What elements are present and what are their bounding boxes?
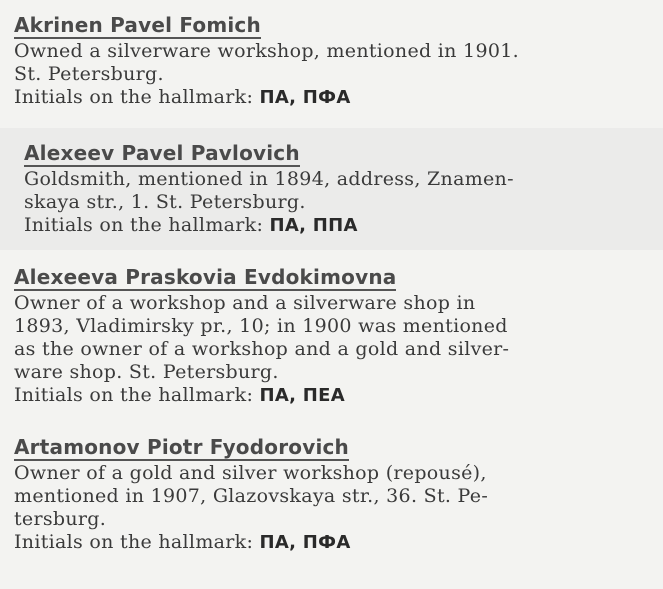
- initials-line: [14, 531, 640, 554]
- initials-codes: ПА, ППА: [269, 215, 358, 236]
- initials-codes: ПА, ПФА: [259, 532, 351, 553]
- initials-codes: ПА, ПЕА: [259, 385, 345, 406]
- entry-alexeeva: [0, 266, 663, 407]
- entry-text-line: Goldsmith, mentioned in 1894, address, Znamen-: [24, 168, 514, 190]
- initials-codes: ПА, ПФА: [259, 87, 351, 108]
- entry-name: Artamonov Piotr Fyodorovich: [14, 435, 349, 459]
- entry-text-line: ware shop. St. Petersburg.: [14, 361, 279, 383]
- initials-label: Initials on the hallmark:: [14, 384, 254, 406]
- initials-label: Initials on the hallmark:: [24, 214, 264, 236]
- entry-text-line: Owner of a workshop and a silverware shop in: [14, 292, 476, 314]
- initials-label: Initials on the hallmark:: [14, 531, 254, 553]
- entry-artamonov: [0, 436, 663, 554]
- entry-text-line: tersburg.: [14, 508, 107, 530]
- entry-text-line: St. Petersburg.: [14, 63, 164, 85]
- entry-name: Alexeev Pavel Pavlovich: [24, 141, 300, 165]
- entry-text-line: Owned a silverware workshop, mentioned in 1901.: [14, 40, 519, 62]
- entry-akrinen: [0, 14, 663, 109]
- initials-line: [14, 384, 640, 407]
- entry-name: Alexeeva Praskovia Evdokimovna: [14, 265, 397, 289]
- entry-text-line: as the owner of a workshop and a gold and silver-: [14, 338, 510, 360]
- entry-alexeev: [0, 128, 663, 250]
- initials-line: [24, 214, 644, 237]
- initials-label: Initials on the hallmark:: [14, 86, 254, 108]
- entry-name: Akrinen Pavel Fomich: [14, 13, 261, 37]
- entry-text-line: skaya str., 1. St. Petersburg.: [24, 191, 306, 213]
- entry-text-line: mentioned in 1907, Glazovskaya str., 36. St. Pe-: [14, 485, 489, 507]
- entry-text-line: 1893, Vladimirsky pr., 10; in 1900 was mentioned: [14, 315, 508, 337]
- initials-line: [14, 86, 641, 109]
- entry-text-line: Owner of a gold and silver workshop (repousé),: [14, 462, 487, 484]
